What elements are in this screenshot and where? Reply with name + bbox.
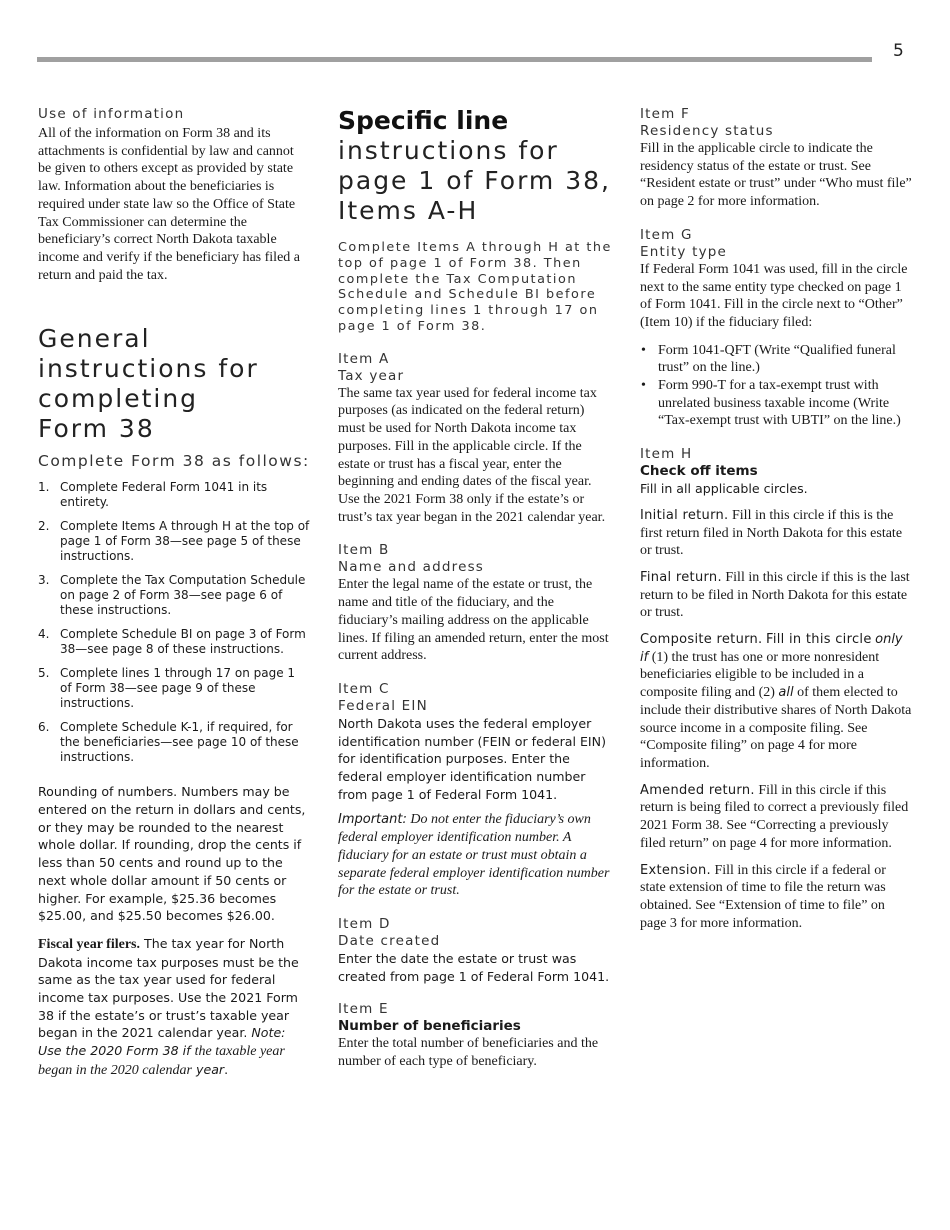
list-item: 3. Complete the Tax Computation Schedule on page 2 of Form 38—see page 6 of these instructions. bbox=[38, 573, 306, 618]
specific-line-intro: Complete Items A through H at the top of page 1 of Form 38. Then complete the Tax Computation Schedule and Schedule BI before completing lines 1 through 17 on page 1 of Form 38. bbox=[338, 240, 612, 334]
list-item: 2. Complete Items A through H at the top of page 1 of Form 38—see page 5 of these instructions. bbox=[38, 519, 310, 564]
item-f-section: Item F Residency status Fill in the applicable circle to indicate the residency status of the estate or trust. See “Resident estate or trust” under “Who must file” on page 2 for more information. bbox=[640, 106, 912, 210]
fiscal-year-paragraph: Fiscal year filers. The tax year for North Dakota income tax purposes must be the same as the tax year used for federal income tax purposes. Use the 2021 Form 38 if the estate’s or trust’s taxable year began in the 2021 calendar year. Note: Use the 2020 Form 38 if the taxable year began in the 2020 calendar year. bbox=[38, 935, 299, 1078]
important-note: Important: Do not enter the fiduciary’s own federal employer identification number. A fiduciary for an estate or trust must obtain a separate federal employer identification number for the estate or trust. bbox=[338, 812, 610, 899]
item-h-section: Item H Check off items Fill in all applicable circles. Initial return. Fill in this circle if this is the first return filed in North Dakota for this estate or trust. Final return. Fill in this circle if this is the last return to be filed in North Dakota for this estate or trust. Composite return. Fill in this circle only if (1) the trust has one or more nonresident beneficiaries eligible to be included in a composite filing and (2) all of them elected to include their distributive shares of North Dakota source income in a composite filing. See “Composite filing” on page 4 for more information. Amended return. Fill in this circle if this return is being filed to correct a previously filed 2021 Form 38. See “Correcting a previously filed return” on page 4 for more information. Extension. Fill in this circle if a federal or state extension of time to file the return was obtained. See “Extension of time to file” on page 3 for more information. bbox=[640, 446, 912, 931]
extension-paragraph: Extension. Fill in this circle if a federal or state extension of time to file the return was obtained. See “Extension of time to file” on page 3 for more information. bbox=[640, 862, 886, 931]
general-instructions-lead: Complete Form 38 as follows: bbox=[38, 452, 310, 471]
use-of-information-heading: Use of information bbox=[38, 106, 185, 122]
general-steps-list bbox=[38, 480, 310, 765]
item-d-section: Item D Date created Enter the date the estate or trust was created from page 1 of Federal Form 1041. bbox=[338, 915, 610, 984]
rounding-paragraph: Rounding of numbers. Numbers may be entered on the return in dollars and cents, or they may be rounded to the nearest whole dollar. If rounding, drop the cents if less than 50 cents and round up to the next whole dollar amount if 50 cents or higher. For example, $25.36 becomes $25.00, and $25.50 becomes $26.00. bbox=[38, 784, 306, 924]
list-item: • Form 990-T for a tax-exempt trust with unrelated business taxable income (Write “Tax-exempt trust with UBTI” on the line.) bbox=[641, 378, 901, 429]
composite-return-paragraph: Composite return. Fill in this circle only if (1) the trust has one or more nonresident beneficiaries eligible to be included in a composite filing and (2) all of them elected to include their distributive shares of North Dakota source income in a composite filing. See “Composite filing” on page 4 for more information. bbox=[640, 632, 912, 771]
amended-return-paragraph: Amended return. Fill in this circle if this return is being filed to correct a previously filed 2021 Form 38. See “Correcting a previously filed return” on page 4 for more information. bbox=[640, 782, 909, 851]
list-item: 5. Complete lines 1 through 17 on page 1 of Form 38—see page 9 of these instructions. bbox=[38, 666, 296, 711]
column-right bbox=[640, 106, 912, 932]
initial-return-paragraph: Initial return. Fill in this circle if this is the first return filed in North Dakota for this estate or trust. bbox=[640, 507, 903, 559]
page-number: 5 bbox=[893, 41, 904, 61]
entity-type-bullets bbox=[640, 342, 912, 431]
item-a-section: Item A Tax year The same tax year used for federal income tax purposes (as indicated on the federal return) must be used for North Dakota income tax purposes. Fill in the applicable circle. If the estate or trust has a fiscal year, enter the beginning and ending dates of the fiscal year. Use the 2021 Form 38 only if the estate’s or trust’s tax year began in the 2021 calendar year. bbox=[338, 350, 606, 525]
item-g-section: Item G Entity type If Federal Form 1041 was used, fill in the circle next to the same entity type checked on page 1 of Form 1041. Fill in the circle next to “Other” (Item 10) if the fiduciary filed: • Form 1041-QFT (Write “Qualified funeral trust” on the line.) • Form 990-T for a tax-exempt trust with unrelated business taxable income (Write “Tax-exempt trust with UBTI” on the line.) bbox=[640, 227, 912, 430]
final-return-paragraph: Final return. Fill in this circle if this is the last return to be filed in North Dakota for this estate or trust. bbox=[640, 569, 910, 621]
item-c-section: Item C Federal EIN North Dakota uses the federal employer identification number (FEIN or federal EIN) for identification purposes. Enter the federal employer identification number from page 1 of Federal Form 1041. Important: Do not enter the fiduciary’s own federal employer identification number. A fiduciary for an estate or trust must obtain a separate federal employer identification number for the estate or trust. bbox=[338, 681, 614, 900]
specific-line-title: Specific line instructions for page 1 of Form 38, Items A-H bbox=[338, 106, 611, 225]
general-instructions-title: General instructions for completing Form 38 bbox=[38, 324, 259, 444]
list-item: 1. Complete Federal Form 1041 in its entirety. bbox=[38, 480, 268, 510]
column-middle bbox=[338, 106, 614, 1071]
list-item: 4. Complete Schedule BI on page 3 of Form 38—see page 8 of these instructions. bbox=[38, 627, 306, 657]
use-of-information-body: All of the information on Form 38 and its attachments is confidential by law and cannot be given to others except as provided by state law. Information about the beneficiaries is required under state law so the Office of State Tax Commissioner can determine the beneficiary’s correct North Dakota taxable income and verify if the beneficiary has filed a return and paid the tax. bbox=[38, 126, 300, 283]
list-item: • Form 1041-QFT (Write “Qualified funeral trust” on the line.) bbox=[641, 342, 896, 376]
list-item: 6. Complete Schedule K-1, if required, for the beneficiaries—see page 10 of these instructions. bbox=[38, 720, 299, 765]
item-e-section: Item E Number of beneficiaries Enter the total number of beneficiaries and the number of each type of beneficiary. bbox=[338, 1001, 599, 1070]
column-left bbox=[38, 106, 310, 1080]
header-rule bbox=[37, 57, 872, 62]
item-b-section: Item B Name and address Enter the legal name of the estate or trust, the name and title of the fiduciary, and the fiduciary’s mailing address on the applicable lines. If filing an amended return, enter the most current address. bbox=[338, 542, 609, 664]
